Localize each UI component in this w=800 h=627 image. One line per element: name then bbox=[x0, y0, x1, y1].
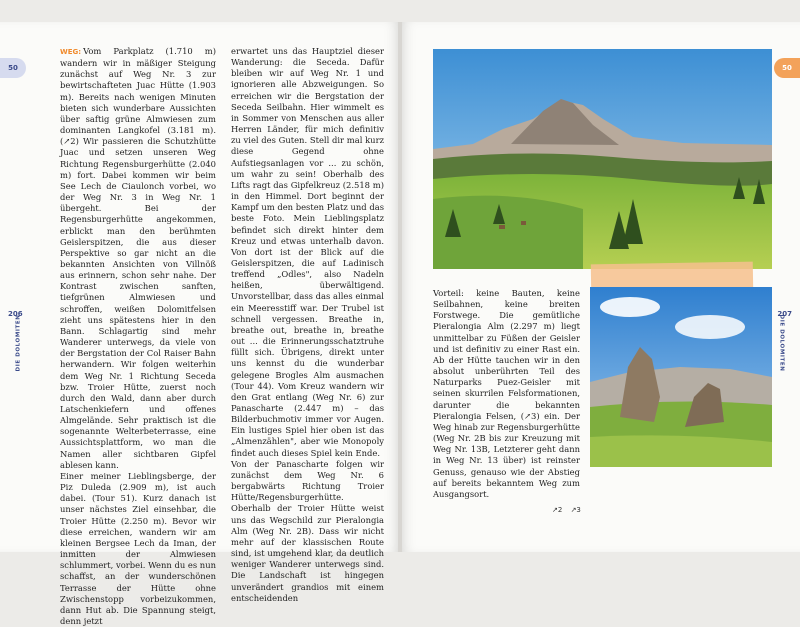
text-column-2 bbox=[231, 46, 384, 603]
rock-illustration bbox=[590, 287, 772, 467]
image-ref: ↗3 bbox=[570, 506, 581, 514]
landscape-illustration bbox=[433, 49, 772, 269]
tour-number-badge: 50 bbox=[0, 58, 26, 78]
paragraph: Vorteil: keine Bauten, keine Seilbahnen, keine breiten Forstwege. Die gemütliche Pieralongia Alm (2.297 m) liegt unmittelbar zu Füßen der Geisler und ist definitiv zu einer Rast ein. Ab der Hütte tauchen wir in den absolut unberührten Teil des Naturparks Puez-Geisler mit seinen skurrilen Felsformationen, darunter die bekannten Pieralongia Felsen, (↗3) ein. Der Weg hinab zur Regensburgerhütte (Weg Nr. 2B bis zur Kreuzung mit Weg Nr. 13B, Letzterer geht dann in Weg Nr. 13 über) ist reinster Genuss, genauso wie der Abstieg auf bereits bekanntem Weg zum Ausgangsort. bbox=[433, 288, 580, 499]
tour-number-badge: 50 bbox=[774, 58, 800, 78]
image-references bbox=[552, 506, 587, 514]
paragraph: Einer meiner Lieblingsberge, der Piz Duleda (2.909 m), ist auch dabei. (Tour 51). Kurz danach ist unser nächstes Ziel einsehbar, die Troier Hütte (2.250 m). Bevor wir diese erreichen, wandern wir am kleinen Bergsee Lech da Iman, der inmitten der Almwiesen schlummert, vorbei. Wenn du es nun schaffst, an der wunderschönen Terrasse der Hütte ohne Zwischenstopp vorbeizukommen, dann Hut ab. Die Spannung steigt, denn jetzt bbox=[60, 470, 216, 626]
paragraph-text: Vom Parkplatz (1.710 m) wandern wir in mäßiger Steigung zunächst auf Weg Nr. 3 zur bewirtschafteten Juac Hütte (1.903 m). Bereits nach wenigen Minuten bieten sich wunderbare Aussichten über saftig grüne Almwiesen zum dominanten Langkofel (3.181 m). (↗2) Wir passieren die Schutzhütte Juac und setzen unseren Weg Richtung Regensburgerhütte (2.040 m) fort. Dabei kommen wir beim See Lech de Ciaulonch vorbei, wo der Weg Nr. 3 in Weg Nr. 1 übergeht. Bei der Regensburgerhütte angekommen, erblickt man den berühmten Geislerspitzen, die aus dieser Perspektive so gar nicht an die bekannten Ansichten von Villnöß aus erinnern, schon sehr nahe. Der Kontrast zwischen sanften, tiefgrünen Almwiesen und schroffen, weißen Dolomitfelsen zieht uns spätestens hier in den Bann. Schlagartig sind mehr Wanderer unterwegs, da viele von der Bergstation der Col Raiser Bahn herwandern. Wir folgen weiterhin dem Weg Nr. 1 Richtung Seceda bzw. Troier Hütte, zuerst noch durch den Wald, dann aber durch Latschenkiefern und offenes Almgelände. Sehr praktisch ist die sogenannte Welterbeterrasse, eine Aussichtsplattform, wo man die Namen aller sichtbaren Gipfel ablesen kann. bbox=[60, 46, 216, 470]
paragraph bbox=[60, 46, 216, 471]
page-number: 206 bbox=[8, 310, 23, 318]
text-column-3 bbox=[433, 288, 580, 499]
text-column-1 bbox=[60, 46, 216, 626]
pieralongia-rocks-photo bbox=[590, 287, 772, 467]
image-ref: ↗2 bbox=[552, 506, 563, 514]
langkofel-meadow-photo bbox=[433, 49, 772, 269]
section-label: DIE DOLOMITEN bbox=[15, 314, 22, 372]
paragraph: Von der Panascharte folgen wir zunächst dem Weg Nr. 6 bergabwärts Richtung Troier Hütte/Regensburgerhütte. Oberhalb der Troier Hütte weist uns das Wegschild zur Pieralongia Alm (Weg Nr. 2B). Dass wir nicht mehr auf der klassischen Route sind, ist umgehend klar, da deutlich weniger Wanderer unterwegs sind. Die Landschaft ist hingegen unverändert grandios mit einem entscheidenden bbox=[231, 458, 384, 603]
book-gutter bbox=[398, 22, 402, 552]
keyword-label: WEG: bbox=[60, 48, 82, 56]
page-number: 207 bbox=[777, 310, 792, 318]
paragraph: erwartet uns das Hauptziel dieser Wanderung: die Seceda. Dafür bleiben wir auf Weg Nr. 1 und ignorieren alle Abzweigungen. So erreichen wir die Bergstation der Seceda Seilbahn. Hier wimmelt es in Sommer von Menschen aus aller Herren Länder, für mich definitiv zu viel des Guten. Stell dir mal kurz diese Gegend ohne Aufstiegsanlagen vor ... zu schön, um wahr zu sein! Oberhalb des Lifts ragt das Gipfelkreuz (2.518 m) in den Himmel. Dort beginnt der Kampf um den besten Platz und das beste Foto. Mein Lieblingsplatz befindet sich direkt hinter dem Kreuz und etwas unterhalb davon. Von dort ist der Blick auf die Geislerspitzen, die auf Ladinisch treffend „Odles", also Nadeln heißen, überwältigend. Unvorstellbar, dass das alles einmal ein Meeresstiff war. Der Trubel ist schnell vergessen. Breathe in, breathe out, breathe in, breathe out ... die Erinnerungsschatztruhe füllt sich. Übrigens, direkt unter uns kennst du die wunderbar gelegene Brogles Alm ausmachen (Tour 44). Vom Kreuz wandern wir den Grat entlang (Weg Nr. 6) zur Panascharte (2.447 m) – das Bilderbuchmotiv immer vor Augen. Ein lustiges Spiel hier oben ist das „Almenzählen", aber wie Monopoly findet auch dieses Spiel kein Ende. bbox=[231, 46, 384, 458]
section-label: DIE DOLOMITEN bbox=[778, 314, 785, 372]
